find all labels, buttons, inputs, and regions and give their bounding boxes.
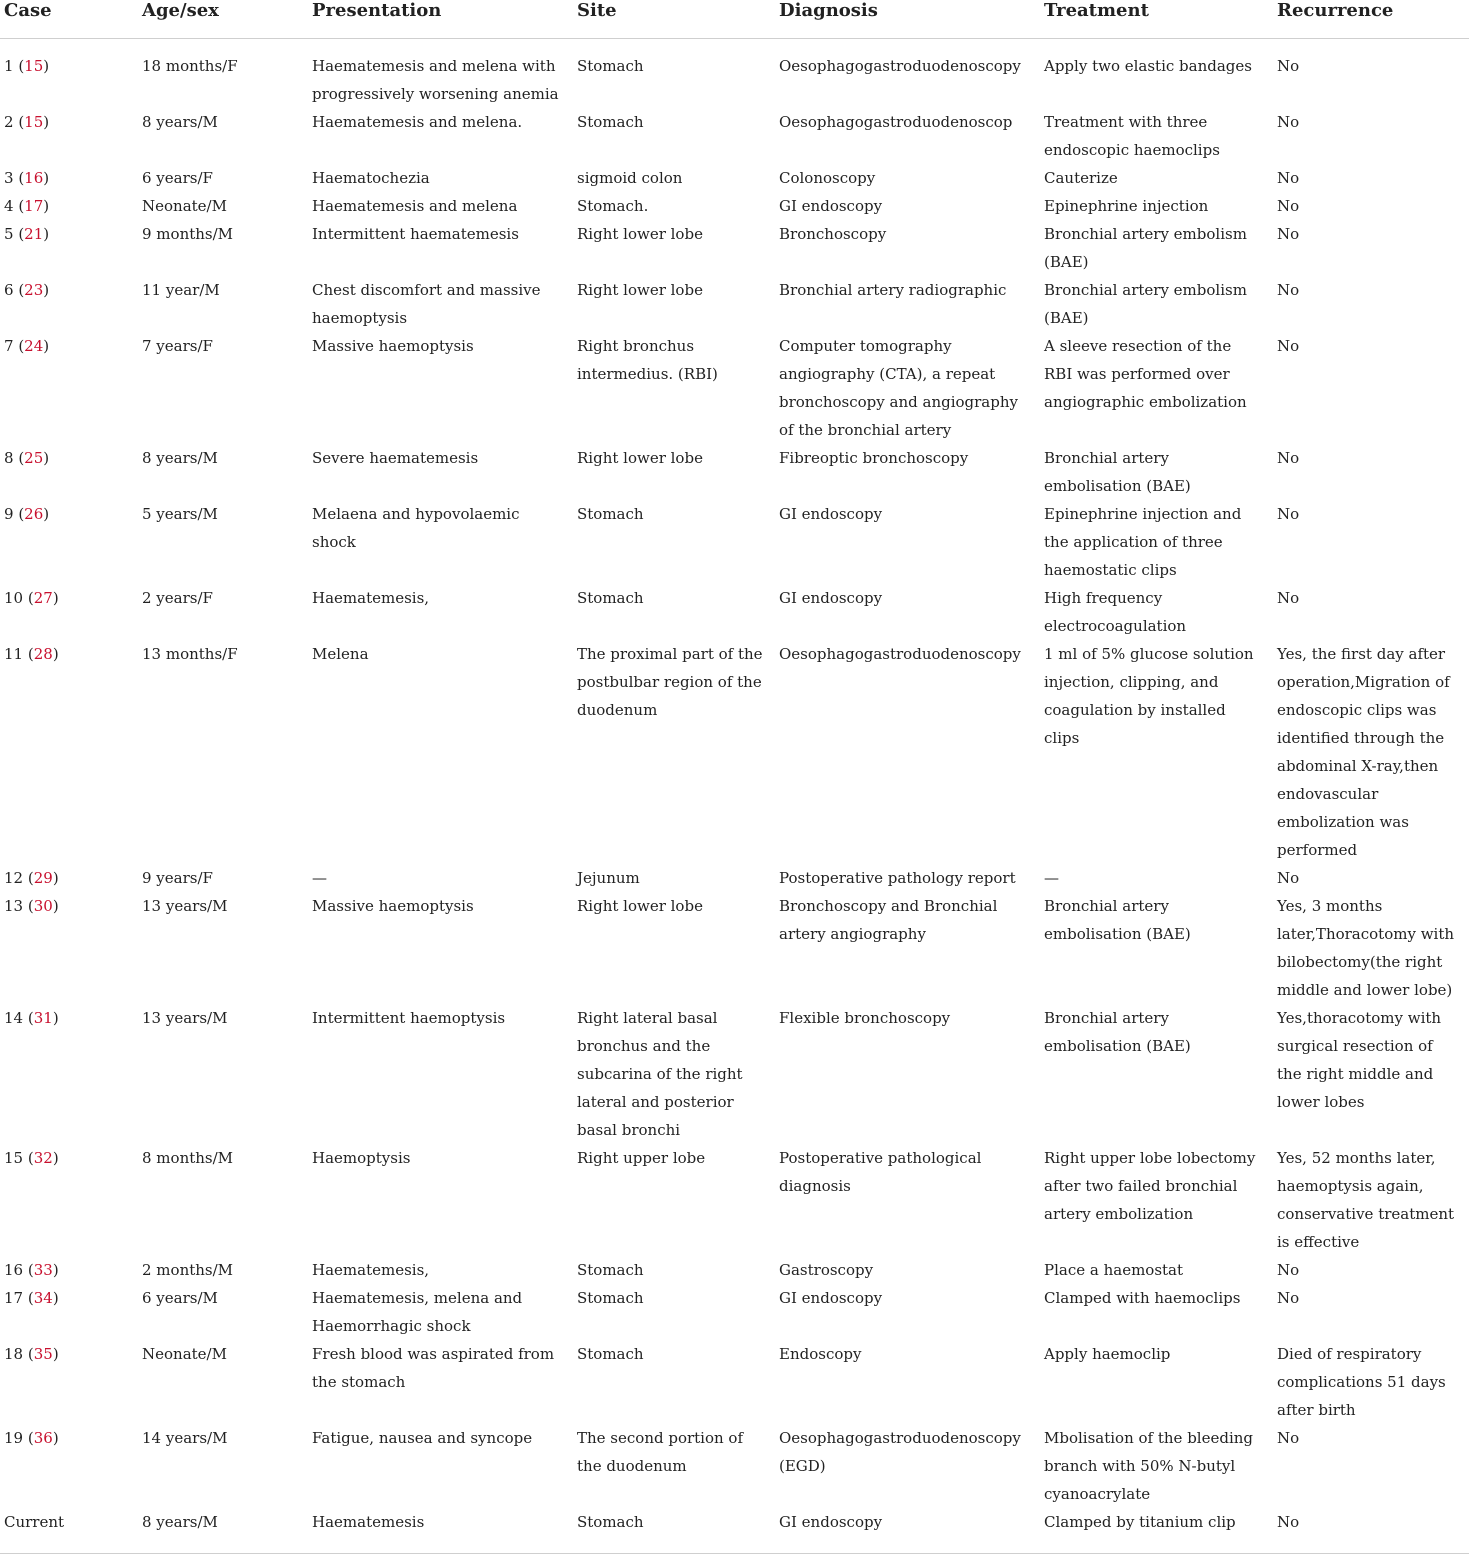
cell-diagnosis: Postoperative pathology report	[779, 869, 1016, 887]
cell-presentation: Haematemesis,	[312, 1261, 430, 1279]
cell-presentation: Haematemesis and melena	[312, 197, 518, 215]
cell-age: Neonate/M	[142, 197, 227, 215]
case-number: 15	[4, 1149, 24, 1167]
cell-case	[0, 1508, 137, 1536]
cell-treatment: Apply haemoclip	[1044, 1345, 1171, 1363]
cell-presentation: Melena	[312, 645, 369, 663]
cell-age: 6 years/M	[142, 1289, 218, 1307]
table-row	[0, 276, 1469, 332]
cell-age: 13 months/F	[142, 645, 238, 663]
cell-age: 8 years/M	[142, 113, 218, 131]
cell-case: 1 (15)	[4, 57, 50, 75]
cell-age: 9 months/M	[142, 225, 234, 243]
cell-case: 11 (28)	[4, 645, 59, 663]
cell-age: 5 years/M	[142, 505, 218, 523]
cell-presentation: Massive haemoptysis	[312, 897, 474, 915]
cell-diagnosis: Bronchial artery radiographic	[779, 281, 1007, 299]
reference-link[interactable]: 23	[24, 281, 44, 299]
cell-treatment: Epinephrine injection and the application of three haemostatic clips	[1044, 505, 1242, 579]
cell-age: 2 years/F	[142, 589, 213, 607]
table-row	[0, 584, 1469, 640]
cell-treatment: Cauterize	[1044, 169, 1118, 187]
table-row	[0, 864, 1469, 892]
cell-presentation: Haematemesis and melena with progressively worsening anemia	[312, 57, 559, 103]
cell-treatment: High frequency electrocoagulation	[1044, 589, 1187, 635]
table-row	[0, 192, 1469, 220]
cell-treatment: Apply two elastic bandages	[1044, 57, 1252, 75]
reference-link[interactable]: 24	[24, 337, 44, 355]
cell-age: 7 years/F	[142, 337, 213, 355]
cell-presentation: Haematemesis	[312, 1513, 425, 1531]
cell-case: 18 (35)	[4, 1345, 59, 1363]
cell-diagnosis: Oesophagogastroduodenoscopy (EGD)	[779, 1429, 1021, 1475]
header-site: Site	[572, 0, 774, 39]
cell-site: Stomach.	[577, 197, 649, 215]
case-number: 10	[4, 589, 24, 607]
case-number: 4	[4, 197, 14, 215]
cell-site: Stomach	[577, 1345, 644, 1363]
cell-case: 5 (21)	[4, 225, 50, 243]
cell-presentation: Melaena and hypovolaemic shock	[312, 505, 520, 551]
cell-treatment: Treatment with three endoscopic haemoclips	[1044, 113, 1220, 159]
table-row	[0, 220, 1469, 276]
table-row	[0, 1508, 1469, 1536]
cell-age: 18 months/F	[142, 57, 238, 75]
case-number: 16	[4, 1261, 24, 1279]
cell-recurrence: No	[1277, 1289, 1300, 1307]
cell-site: Right lateral basal bronchus and the subcarina of the right lateral and posterior basal bronchi	[577, 1009, 743, 1139]
cell-treatment: Epinephrine injection	[1044, 197, 1209, 215]
cell-diagnosis: Postoperative pathological diagnosis	[779, 1149, 982, 1195]
header-case: Case	[0, 0, 137, 39]
header-diagnosis: Diagnosis	[774, 0, 1039, 39]
cell-site: Right bronchus intermedius. (RBI)	[577, 337, 718, 383]
cell-case: 13 (30)	[4, 897, 59, 915]
table-row	[0, 1284, 1469, 1340]
table-row	[0, 39, 1469, 109]
cell-recurrence: No	[1277, 281, 1300, 299]
cell-diagnosis: Bronchoscopy	[779, 225, 887, 243]
cell-presentation: Fresh blood was aspirated from the stomach	[312, 1345, 555, 1391]
cell-case: 9 (26)	[4, 505, 50, 523]
cell-presentation: Chest discomfort and massive haemoptysis	[312, 281, 541, 327]
cell-diagnosis: GI endoscopy	[779, 589, 883, 607]
case-number: 9	[4, 505, 14, 523]
cell-treatment: Bronchial artery embolism (BAE)	[1044, 281, 1247, 327]
cell-age: 8 years/M	[142, 1513, 218, 1531]
table-header	[0, 0, 1469, 39]
case-number: 6	[4, 281, 14, 299]
cell-treatment: Mbolisation of the bleeding branch with 50% N-butyl cyanoacrylate	[1044, 1429, 1254, 1503]
cell-presentation: Fatigue, nausea and syncope	[312, 1429, 533, 1447]
cell-recurrence: No	[1277, 225, 1300, 243]
cell-age: 9 years/F	[142, 869, 213, 887]
cell-recurrence: Yes, 52 months later, haemoptysis again, conservative treatment is effective	[1277, 1149, 1455, 1251]
cell-age: 13 years/M	[142, 1009, 228, 1027]
cell-diagnosis: GI endoscopy	[779, 197, 883, 215]
cell-presentation: —	[312, 869, 327, 887]
case-number: 2	[4, 113, 14, 131]
cell-case: 14 (31)	[4, 1009, 59, 1027]
cell-treatment: Bronchial artery embolism (BAE)	[1044, 225, 1247, 271]
cell-presentation: Massive haemoptysis	[312, 337, 474, 355]
cell-site: Right lower lobe	[577, 897, 703, 915]
cell-case: 6 (23)	[4, 281, 50, 299]
table-row	[0, 108, 1469, 164]
reference-link[interactable]: 28	[33, 645, 53, 663]
header-age-sex: Age/sex	[137, 0, 307, 39]
table-row	[0, 1256, 1469, 1284]
reference-link[interactable]: 17	[24, 197, 44, 215]
table-row	[0, 1004, 1469, 1144]
reference-link[interactable]: 36	[33, 1429, 53, 1447]
cell-case: 15 (32)	[4, 1149, 59, 1167]
cell-case: 8 (25)	[4, 449, 50, 467]
reference-link[interactable]: 26	[24, 505, 44, 523]
table-row	[0, 640, 1469, 864]
cell-recurrence: No	[1277, 589, 1300, 607]
cell-diagnosis: GI endoscopy	[779, 1513, 883, 1531]
table-row	[0, 332, 1469, 444]
cell-presentation: Haematemesis, melena and Haemorrhagic shock	[312, 1289, 523, 1335]
cell-diagnosis: Oesophagogastroduodenoscopy	[779, 645, 1021, 663]
cell-site: Stomach	[577, 1289, 644, 1307]
cell-treatment: Clamped by titanium clip	[1044, 1513, 1236, 1531]
header-row	[0, 0, 1469, 39]
cell-presentation: Severe haematemesis	[312, 449, 479, 467]
table-row	[0, 892, 1469, 1004]
reference-link[interactable]: 29	[33, 869, 53, 887]
cell-recurrence: No	[1277, 1513, 1300, 1531]
cell-recurrence: No	[1277, 1261, 1300, 1279]
reference-link[interactable]: 34	[33, 1289, 53, 1307]
cell-treatment: A sleeve resection of the RBI was performed over angiographic embolization	[1044, 337, 1247, 411]
cell-case: 10 (27)	[4, 589, 59, 607]
case-number: 14	[4, 1009, 24, 1027]
cell-recurrence: No	[1277, 337, 1300, 355]
cell-recurrence: No	[1277, 113, 1300, 131]
reference-link[interactable]: 33	[33, 1261, 53, 1279]
reference-link[interactable]: 15	[24, 113, 44, 131]
cell-age: 2 months/M	[142, 1261, 234, 1279]
cell-site: Stomach	[577, 505, 644, 523]
cell-age: 11 year/M	[142, 281, 220, 299]
cell-case: 16 (33)	[4, 1261, 59, 1279]
cell-recurrence: No	[1277, 169, 1300, 187]
cell-site: Stomach	[577, 1261, 644, 1279]
case-number: Current	[4, 1513, 65, 1531]
cell-recurrence: No	[1277, 57, 1300, 75]
cell-case: 4 (17)	[4, 197, 50, 215]
cell-treatment: Right upper lobe lobectomy after two failed bronchial artery embolization	[1044, 1149, 1256, 1223]
cell-site: The second portion of the duodenum	[577, 1429, 744, 1475]
cell-site: Stomach	[577, 113, 644, 131]
cell-presentation: Haematemesis,	[312, 589, 430, 607]
cell-age: Neonate/M	[142, 1345, 227, 1363]
reference-link[interactable]: 35	[33, 1345, 53, 1363]
cell-diagnosis: Colonoscopy	[779, 169, 876, 187]
case-number: 3	[4, 169, 14, 187]
table-bottom-rule	[0, 1553, 1469, 1554]
cell-recurrence: No	[1277, 449, 1300, 467]
reference-link[interactable]: 25	[24, 449, 44, 467]
cell-presentation: Intermittent haemoptysis	[312, 1009, 506, 1027]
cell-diagnosis: GI endoscopy	[779, 505, 883, 523]
table-row	[0, 1144, 1469, 1256]
reference-link[interactable]: 21	[24, 225, 44, 243]
cell-age: 13 years/M	[142, 897, 228, 915]
case-number: 13	[4, 897, 24, 915]
cell-diagnosis: Computer tomography angiography (CTA), a repeat bronchoscopy and angiography of the bronchial artery	[779, 337, 1018, 439]
cell-presentation: Haematemesis and melena.	[312, 113, 523, 131]
cell-site: Right lower lobe	[577, 225, 703, 243]
cell-site: Stomach	[577, 1513, 644, 1531]
header-recurrence: Recurrence	[1272, 0, 1469, 39]
case-number: 11	[4, 645, 24, 663]
table-row	[0, 444, 1469, 500]
cell-site: Right lower lobe	[577, 449, 703, 467]
case-number: 7	[4, 337, 14, 355]
cell-site: The proximal part of the postbulbar region of the duodenum	[577, 645, 763, 719]
case-number: 5	[4, 225, 14, 243]
header-presentation: Presentation	[307, 0, 572, 39]
cell-diagnosis: Endoscopy	[779, 1345, 862, 1363]
cell-case: 2 (15)	[4, 113, 50, 131]
cell-presentation: Intermittent haematemesis	[312, 225, 519, 243]
table-row	[0, 500, 1469, 584]
cell-age: 14 years/M	[142, 1429, 228, 1447]
case-number: 1	[4, 57, 14, 75]
header-treatment: Treatment	[1039, 0, 1272, 39]
reference-link[interactable]: 27	[33, 589, 53, 607]
cell-diagnosis: Oesophagogastroduodenoscopy	[779, 57, 1021, 75]
cell-treatment: Bronchial artery embolisation (BAE)	[1044, 449, 1191, 495]
cell-case: 3 (16)	[4, 169, 50, 187]
cell-recurrence: No	[1277, 869, 1300, 887]
reference-link[interactable]: 32	[33, 1149, 53, 1167]
cell-treatment: 1 ml of 5% glucose solution injection, clipping, and coagulation by installed clips	[1044, 645, 1254, 747]
cell-age: 6 years/F	[142, 169, 213, 187]
case-number: 8	[4, 449, 14, 467]
cell-case: 19 (36)	[4, 1429, 59, 1447]
cell-site: Right lower lobe	[577, 281, 703, 299]
table-row	[0, 164, 1469, 192]
case-number: 18	[4, 1345, 24, 1363]
cell-treatment: Bronchial artery embolisation (BAE)	[1044, 1009, 1191, 1055]
case-number: 19	[4, 1429, 24, 1447]
cell-diagnosis: Bronchoscopy and Bronchial artery angiography	[779, 897, 998, 943]
table-body	[0, 39, 1469, 1537]
cell-recurrence: Died of respiratory complications 51 days after birth	[1277, 1345, 1446, 1419]
cell-recurrence: No	[1277, 505, 1300, 523]
case-number: 17	[4, 1289, 24, 1307]
reference-link[interactable]: 15	[24, 57, 44, 75]
cell-diagnosis: GI endoscopy	[779, 1289, 883, 1307]
cell-treatment: Clamped with haemoclips	[1044, 1289, 1241, 1307]
reference-link[interactable]: 16	[24, 169, 44, 187]
cell-recurrence: Yes, 3 months later,Thoracotomy with bilobectomy(the right middle and lower lobe)	[1277, 897, 1455, 999]
cell-site: Stomach	[577, 57, 644, 75]
cell-case: 12 (29)	[4, 869, 59, 887]
cell-diagnosis: Oesophagogastroduodenoscop	[779, 113, 1013, 131]
cell-presentation: Haemoptysis	[312, 1149, 411, 1167]
cell-recurrence: No	[1277, 1429, 1300, 1447]
cell-recurrence: No	[1277, 197, 1300, 215]
cell-age: 8 years/M	[142, 449, 218, 467]
cell-diagnosis: Fibreoptic bronchoscopy	[779, 449, 969, 467]
cell-site: Jejunum	[577, 869, 640, 887]
cell-treatment: Place a haemostat	[1044, 1261, 1184, 1279]
cell-presentation: Haematochezia	[312, 169, 430, 187]
cell-treatment: —	[1044, 869, 1059, 887]
cell-site: Stomach	[577, 589, 644, 607]
cell-treatment: Bronchial artery embolisation (BAE)	[1044, 897, 1191, 943]
cell-diagnosis: Flexible bronchoscopy	[779, 1009, 951, 1027]
cell-site: sigmoid colon	[577, 169, 683, 187]
cell-site: Right upper lobe	[577, 1149, 706, 1167]
reference-link[interactable]: 30	[33, 897, 53, 915]
cell-case: 17 (34)	[4, 1289, 59, 1307]
case-number: 12	[4, 869, 24, 887]
cell-diagnosis: Gastroscopy	[779, 1261, 874, 1279]
cell-recurrence: Yes, the first day after operation,Migration of endoscopic clips was identified through the abdominal X-ray,then endovascular embolization was performed	[1277, 645, 1450, 859]
reference-link[interactable]: 31	[33, 1009, 53, 1027]
table-row	[0, 1424, 1469, 1508]
cell-age: 8 months/M	[142, 1149, 234, 1167]
cell-case: 7 (24)	[4, 337, 50, 355]
table-row	[0, 1340, 1469, 1424]
cell-recurrence: Yes,thoracotomy with surgical resection of the right middle and lower lobes	[1277, 1009, 1442, 1111]
